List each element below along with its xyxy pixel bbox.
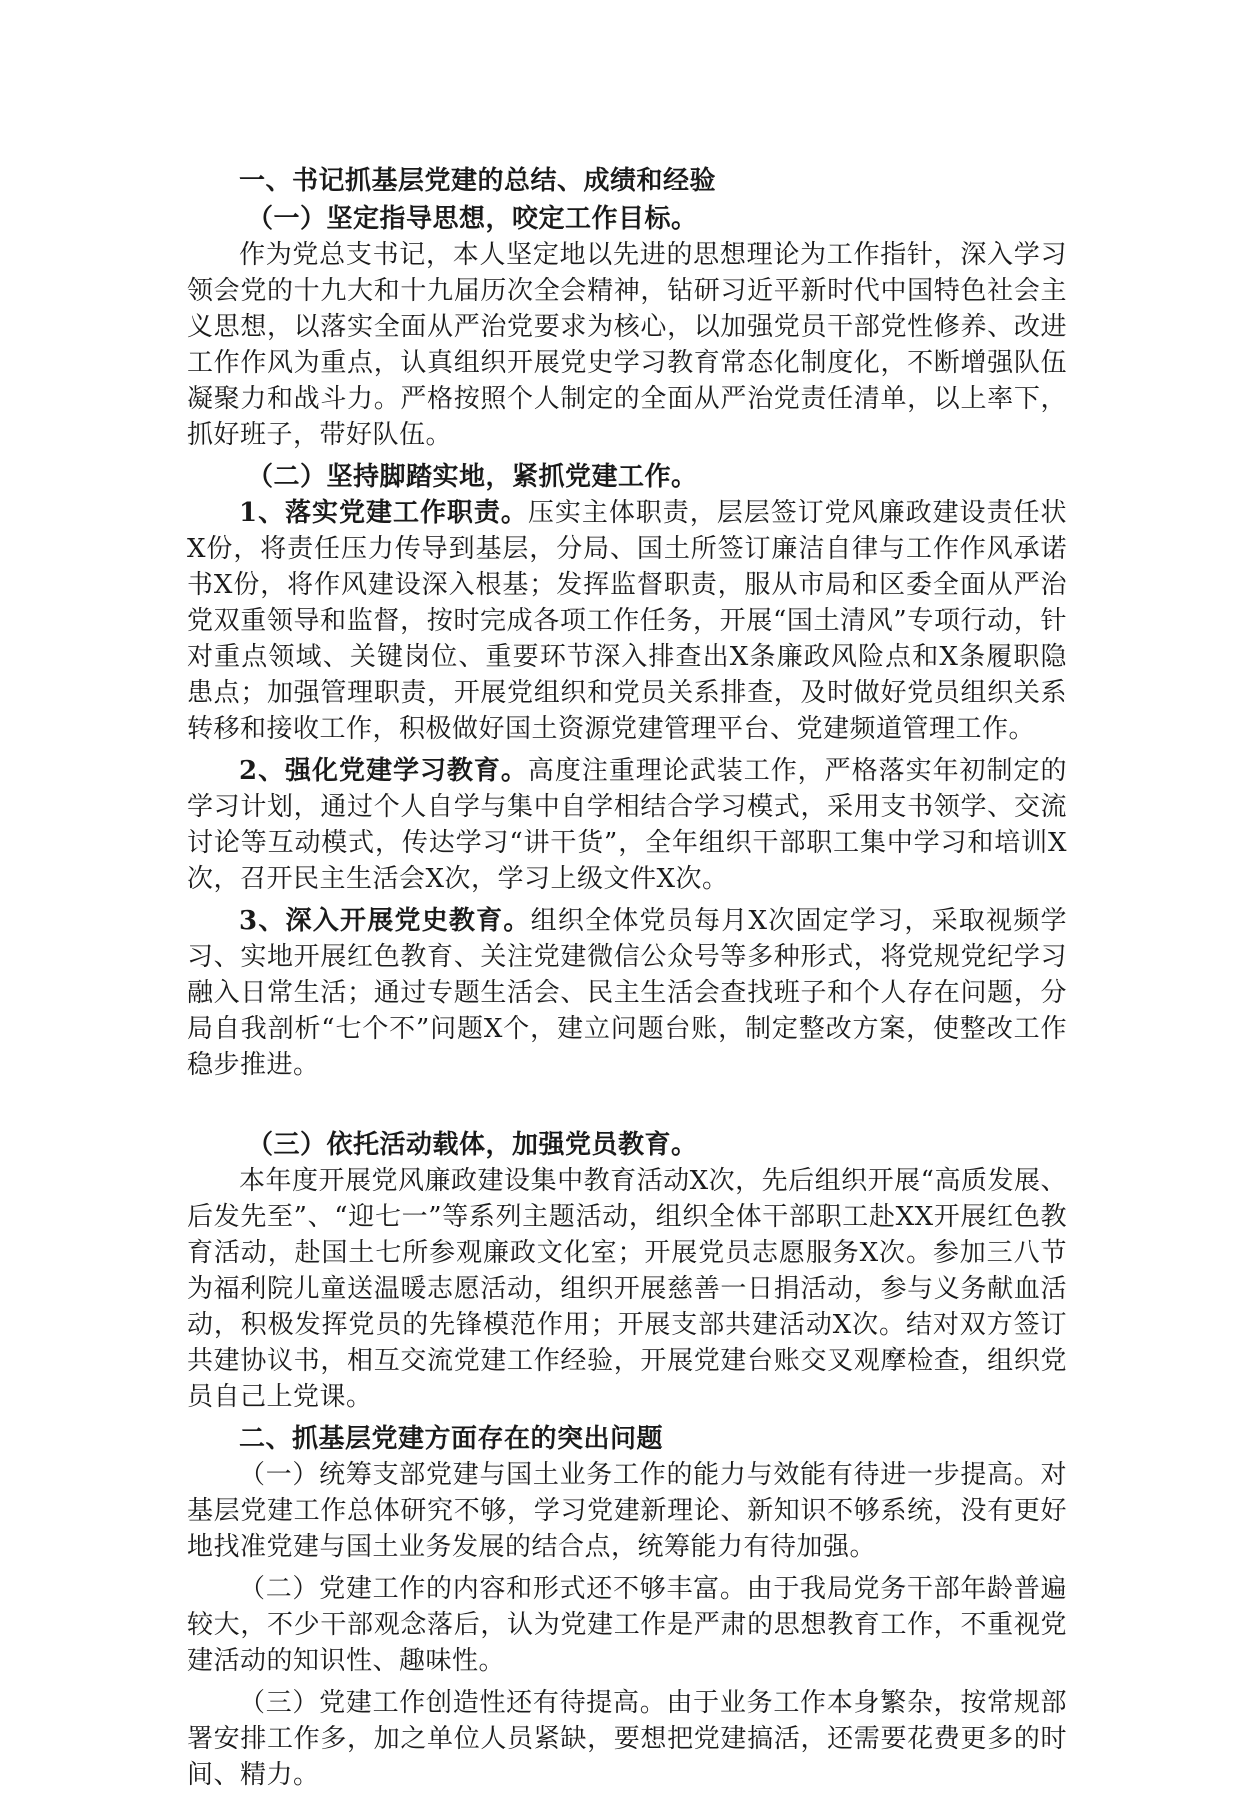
section-1-sub-1-heading: （一）坚定指导思想，咬定工作目标。 [247, 204, 698, 234]
section-2-item-2: （二）党建工作的内容和形式还不够丰富。由于我局党务干部年龄普遍较大，不少干部观念落后，认为党建工作是严肃的思想教育工作，不重视党建活动的知识性、趣味性。 [187, 1574, 1067, 1676]
section-1-sub-3-body: 本年度开展党风廉政建设集中教育活动X次，先后组织开展“高质发展、后发先至”、“迎七一”等系列主题活动，组织全体干部职工赴XX开展红色教育活动，赴国土七所参观廉政文化室；开展党员志愿服务X次。参加三八节为福利院儿童送温暖志愿活动，组织开展慈善一日捐活动，参与义务献血活动，积极发挥党员的先锋模范作用；开展支部共建活动X次。结对双方签订共建协议书，相互交流党建工作经验，开展党建台账交叉观摩检查，组织党员自己上党课。 [187, 1166, 1067, 1412]
section-1-sub-3-heading: （三）依托活动载体，加强党员教育。 [247, 1130, 698, 1160]
item-1-lead: 1、落实党建工作职责。 [239, 498, 528, 528]
item-2-paragraph [187, 753, 1067, 897]
section-2-heading: 二、抓基层党建方面存在的突出问题 [239, 1424, 664, 1454]
item-3-lead: 3、深入开展党史教育。 [239, 906, 531, 936]
item-1-paragraph [187, 495, 1067, 747]
item-1-body: 压实主体职责，层层签订党风廉政建设责任状X份，将责任压力传导到基层，分局、国土所签订廉洁自律与工作作风承诺书X份，将作风建设深入根基；发挥监督职责，服从市局和区委全面从严治党双重领导和监督，按时完成各项工作任务，开展“国土清风”专项行动，针对重点领域、关键岗位、重要环节深入排查出X条廉政风险点和X条履职隐患点；加强管理职责，开展党组织和党员关系排查，及时做好党员组织关系转移和接收工作，积极做好国土资源党建管理平台、党建频道管理工作。 [187, 498, 1067, 744]
section-1-sub-1-body: 作为党总支书记，本人坚定地以先进的思想理论为工作指针，深入学习领会党的十九大和十九届历次全会精神，钻研习近平新时代中国特色社会主义思想，以落实全面从严治党要求为核心，以加强党员干部党性修养、改进工作作风为重点，认真组织开展党史学习教育常态化制度化，不断增强队伍凝聚力和战斗力。严格按照个人制定的全面从严治党责任清单，以上率下，抓好班子，带好队伍。 [187, 240, 1067, 450]
item-3-paragraph [187, 903, 1067, 1083]
spacer [187, 1089, 1067, 1127]
document-page [187, 163, 1067, 1799]
item-3-body: 组织全体党员每月X次固定学习，采取视频学习、实地开展红色教育、关注党建微信公众号等多种形式，将党规党纪学习融入日常生活；通过专题生活会、民主生活会查找班子和个人存在问题，分局自我剖析“七个不”问题X个，建立问题台账，制定整改方案，使整改工作稳步推进。 [187, 906, 1067, 1080]
section-2-item-1: （一）统筹支部党建与国土业务工作的能力与效能有待进一步提高。对基层党建工作总体研究不够，学习党建新理论、新知识不够系统，没有更好地找准党建与国土业务发展的结合点，统筹能力有待加强。 [187, 1460, 1067, 1562]
section-2-item-3: （三）党建工作创造性还有待提高。由于业务工作本身繁杂，按常规部署安排工作多，加之单位人员紧缺，要想把党建搞活，还需要花费更多的时间、精力。 [187, 1688, 1067, 1790]
item-2-body: 高度注重理论武装工作，严格落实年初制定的学习计划，通过个人自学与集中自学相结合学习模式，采用支书领学、交流讨论等互动模式，传达学习“讲干货”，全年组织干部职工集中学习和培训X次，召开民主生活会X次，学习上级文件X次。 [187, 756, 1067, 894]
section-1-heading: 一、书记抓基层党建的总结、成绩和经验 [239, 166, 717, 196]
item-2-lead: 2、强化党建学习教育。 [239, 756, 528, 786]
section-1-sub-2-heading: （二）坚持脚踏实地，紧抓党建工作。 [247, 462, 698, 492]
